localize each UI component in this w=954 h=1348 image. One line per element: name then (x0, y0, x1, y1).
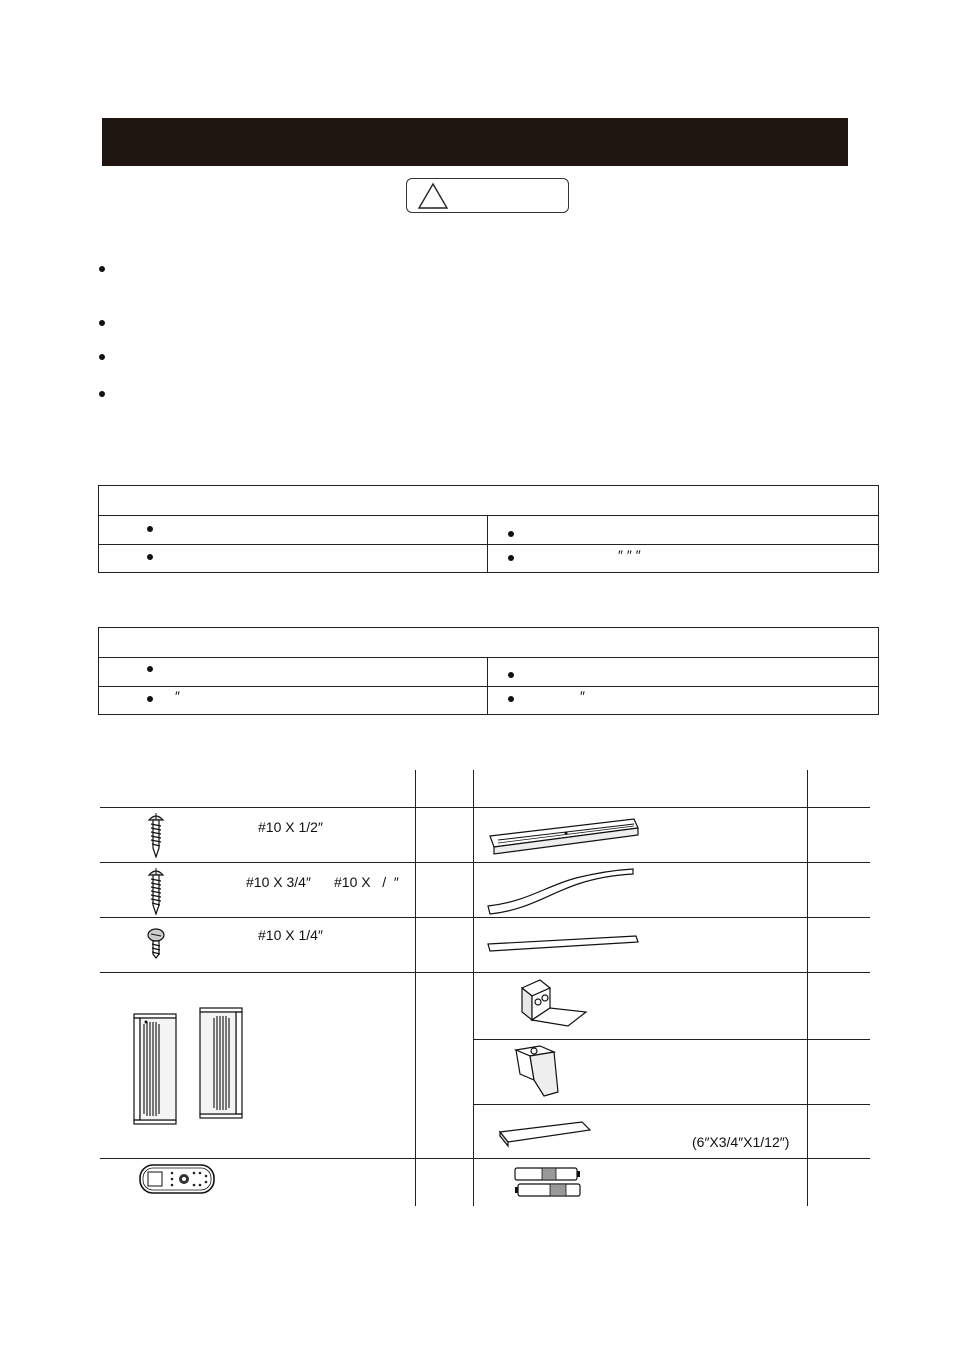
bullet-dot (508, 696, 514, 702)
column-divider (415, 770, 416, 1206)
l-bracket-icon (510, 978, 590, 1038)
cell-text: ″ (175, 688, 180, 704)
note-bullet (99, 354, 105, 360)
row-divider (473, 1039, 870, 1040)
screw-size-alt-label: #10 X / ″ (334, 874, 399, 890)
row-divider (100, 917, 870, 918)
table-title (99, 628, 878, 658)
caution-box (406, 178, 569, 213)
table-cell (488, 545, 878, 572)
mounting-bracket-icon (512, 1044, 572, 1102)
table-row (99, 544, 878, 572)
note-bullet (99, 320, 105, 326)
note-bullet (99, 266, 105, 272)
bullet-dot (147, 666, 153, 672)
table-cell (99, 545, 488, 572)
window-panels-icon (130, 1002, 245, 1132)
foam-pad-dimensions: (6″X3/4″X1/12″) (692, 1134, 790, 1150)
window-rail-icon (488, 816, 640, 856)
note-bullet (99, 391, 105, 397)
pan-head-screw-icon (146, 812, 166, 858)
warning-triangle-icon (417, 182, 449, 210)
row-divider (100, 1158, 870, 1159)
bullet-dot (147, 554, 153, 560)
foam-seal-curved-icon (486, 866, 636, 918)
table-cell (488, 516, 878, 544)
cell-text: ″ ″ ″ (618, 547, 641, 563)
table-cell (488, 658, 878, 686)
screw-size-label: #10 X 1/2″ (258, 819, 323, 835)
short-screw-icon (146, 927, 166, 959)
bullet-dot (147, 526, 153, 532)
wood-screw-icon (146, 867, 166, 915)
column-divider (473, 770, 474, 1206)
table-row (99, 658, 878, 686)
section-header-bar (102, 118, 848, 166)
table-row (99, 686, 878, 714)
foam-pad-icon (498, 1118, 598, 1150)
batteries-icon (512, 1166, 584, 1200)
foam-strip-icon (486, 930, 642, 954)
row-divider (100, 862, 870, 863)
table-title (99, 486, 878, 516)
tools-table (98, 485, 879, 573)
table-cell (488, 687, 878, 714)
bullet-dot (147, 696, 153, 702)
table-cell (99, 658, 488, 686)
column-divider (807, 770, 808, 1206)
screw-size-label: #10 X 3/4″ (246, 874, 311, 890)
row-divider (473, 1104, 870, 1105)
remote-control-icon (138, 1162, 218, 1198)
bullet-dot (508, 672, 514, 678)
table-cell (99, 516, 488, 544)
bullet-dot (508, 555, 514, 561)
screw-size-label: #10 X 1/4″ (258, 927, 323, 943)
row-divider (100, 807, 870, 808)
table-row (99, 516, 878, 544)
parts-list (100, 770, 870, 1206)
row-divider (100, 972, 870, 973)
table-cell (99, 687, 488, 714)
screws-table (98, 627, 879, 715)
cell-text: ″ (580, 688, 585, 704)
bullet-dot (508, 531, 514, 537)
